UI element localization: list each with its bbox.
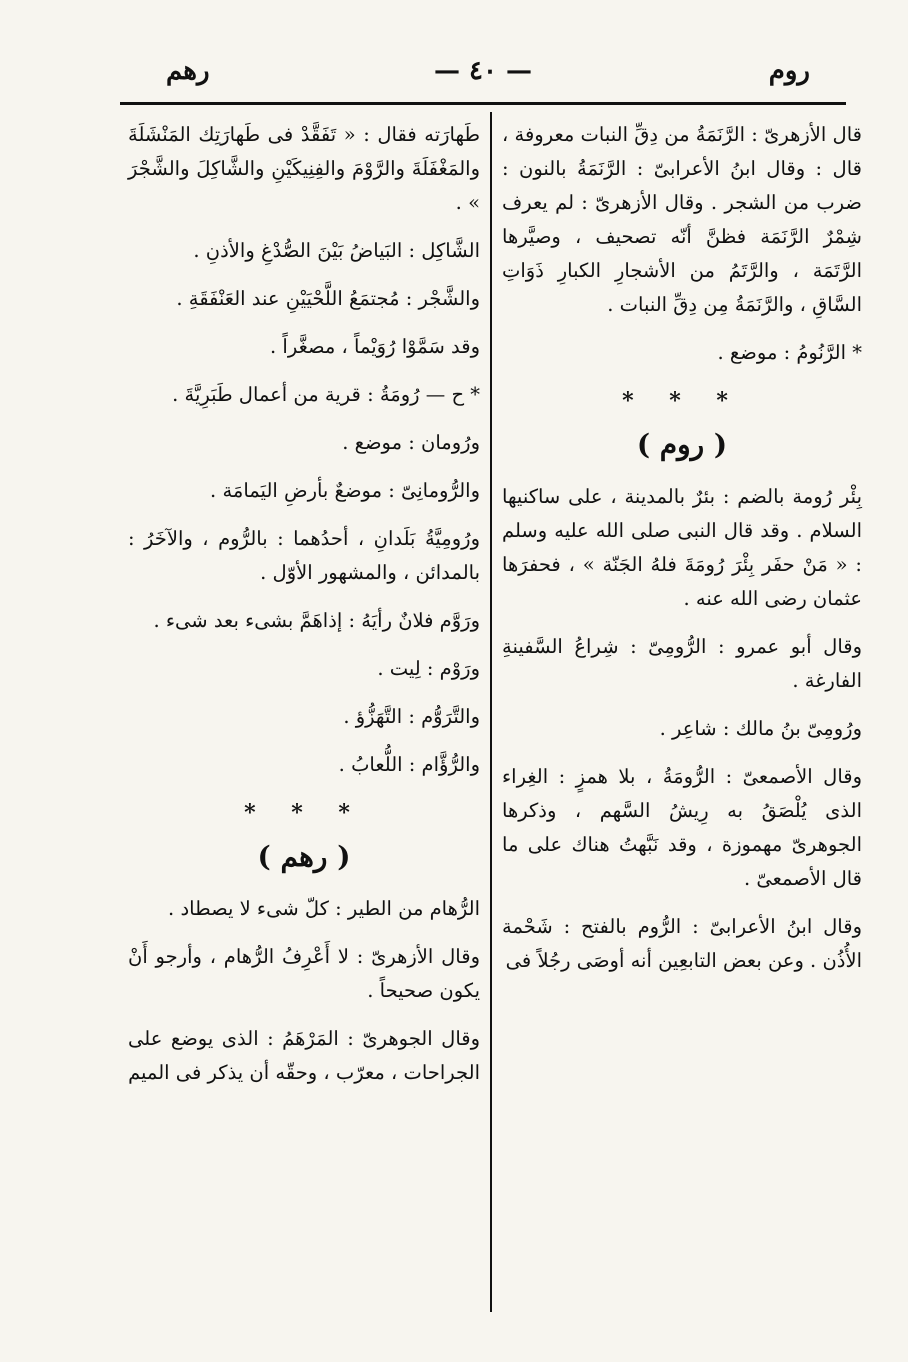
paragraph: والرُّومانِىّ : موضعٌ بأرضِ اليَمامَة . [210,479,480,502]
paragraph: ورُومان : موضع . [342,431,480,454]
paragraph: طَهارَته فقال : « تَفَقَّدْ فى طَهارَتِك المَنْشَلَةَ والمَغْفَلَةَ والرَّوْمَ والفِنِيكَيْنِ والشَّاكِلَ والشَّجْرَ » . [128,123,480,214]
page-number: — ٤٠ — [433,56,533,86]
paragraph: بِئْر رُومة بالضم : بئرٌ بالمدينة ، على ساكنيها السلام . وقد قال النبى صلى الله عليه وسلم : « مَنْ حفَر بِئْرَ رُومَةَ فلهُ الجَنّة » ، فحفرَها عثمان رضى الله عنه . [502,485,862,610]
header-left-word: رهم [166,56,210,86]
header-rule [120,102,846,105]
paragraph: وقال ابنُ الأعرابىّ : الرُّوم بالفتح : شَحْمة الأُذُن . وعن بعض التابعِين أنه أوصَى رجُلاً فى [502,915,862,972]
left-column [128,118,480,1104]
paragraph: والرُّؤَّام : اللُّعابُ . [338,753,480,776]
paragraph: * الرَّنُومُ : موضع . [717,341,862,364]
section-heading: ( روم ) [636,428,728,461]
paragraph: وقد سَمَّوْا رُوَيْماً ، مصغَّراً . [270,335,480,358]
header-right-word: روم [768,56,810,86]
paragraph: ورُومِيَّةُ بَلَدانِ ، أحدُهما : بالرُّوم ، والآخَرُ : بالمدائن ، والمشهور الأوّل . [128,527,480,584]
page-header [120,56,846,96]
section-heading: ( رهم ) [257,840,351,873]
paragraph: وقال الأزهرىّ : لا أَعْرِفُ الرُّهام ، وأرجو أَنْ يكون صحيحاً . [128,945,480,1002]
section-separator: * * * [244,800,364,826]
paragraph: ورَوَّم فلانٌ رأيَهُ : إذاهَمَّ بشىء بعد شىء . [153,609,480,632]
right-column [502,118,862,992]
paragraph: ورُومِىّ بنُ مالك : شاعِر . [659,717,862,740]
paragraph: * ح — رُومَةُ : قرية من أعمال طَبَرِيَّةَ . [172,383,480,406]
paragraph: ورَوْم : لِيت . [377,657,480,680]
paragraph: وقال أبو عمرو : الرُّومِىّ : شِراعُ السَّفينةِ الفارغة . [502,635,862,692]
paragraph: الرُّهام من الطير : كلّ شىء لا يصطاد . [168,897,480,920]
paragraph: والشَّجْر : مُجتمَعُ اللَّحْيَيْنِ عند العَنْفَقَةِ . [176,287,480,310]
paragraph: والتَّرَوُّم : التَّهَزُّؤ . [343,705,480,728]
column-divider [490,112,492,1312]
paragraph: قال الأزهرىّ : الرَّنَمَةُ من دِقِّ النبات معروفة ، قال : وقال ابنُ الأعرابىّ : الرَّنَمَةُ بالنون : ضرب من الشجر . وقال الأزهرىّ : لم يعرف شِمْرٌ الرَّنَمَة فظنَّ أنّه تصحيف ، وصيَّرها الرَّتَمَة ، والرَّتَمُ من الأشجارِ الكبارِ ذَوَاتِ السَّاقِ ، والرَّنَمَةُ مِن دِقِّ النبات . [502,123,862,316]
paragraph: وقال الجوهرىّ : المَرْهَمُ : الذى يوضع على الجراحات ، معرّب ، وحقّه أن يذكر فى الميم [128,1027,480,1084]
section-separator: * * * [622,388,742,414]
paragraph: وقال الأصمعىّ : الرُّومَةُ ، بلا همزٍ : الغِراء الذى يُلْصَقُ به رِيشُ السَّهم ، وذكرها الجوهرىّ مهموزة ، وقد نَبَّهتُ هناك على ما قال الأصمعىّ . [502,765,862,890]
paragraph: الشَّاكِل : البَياضُ بَيْنَ الصُّدْغِ والأذنِ . [193,239,480,262]
